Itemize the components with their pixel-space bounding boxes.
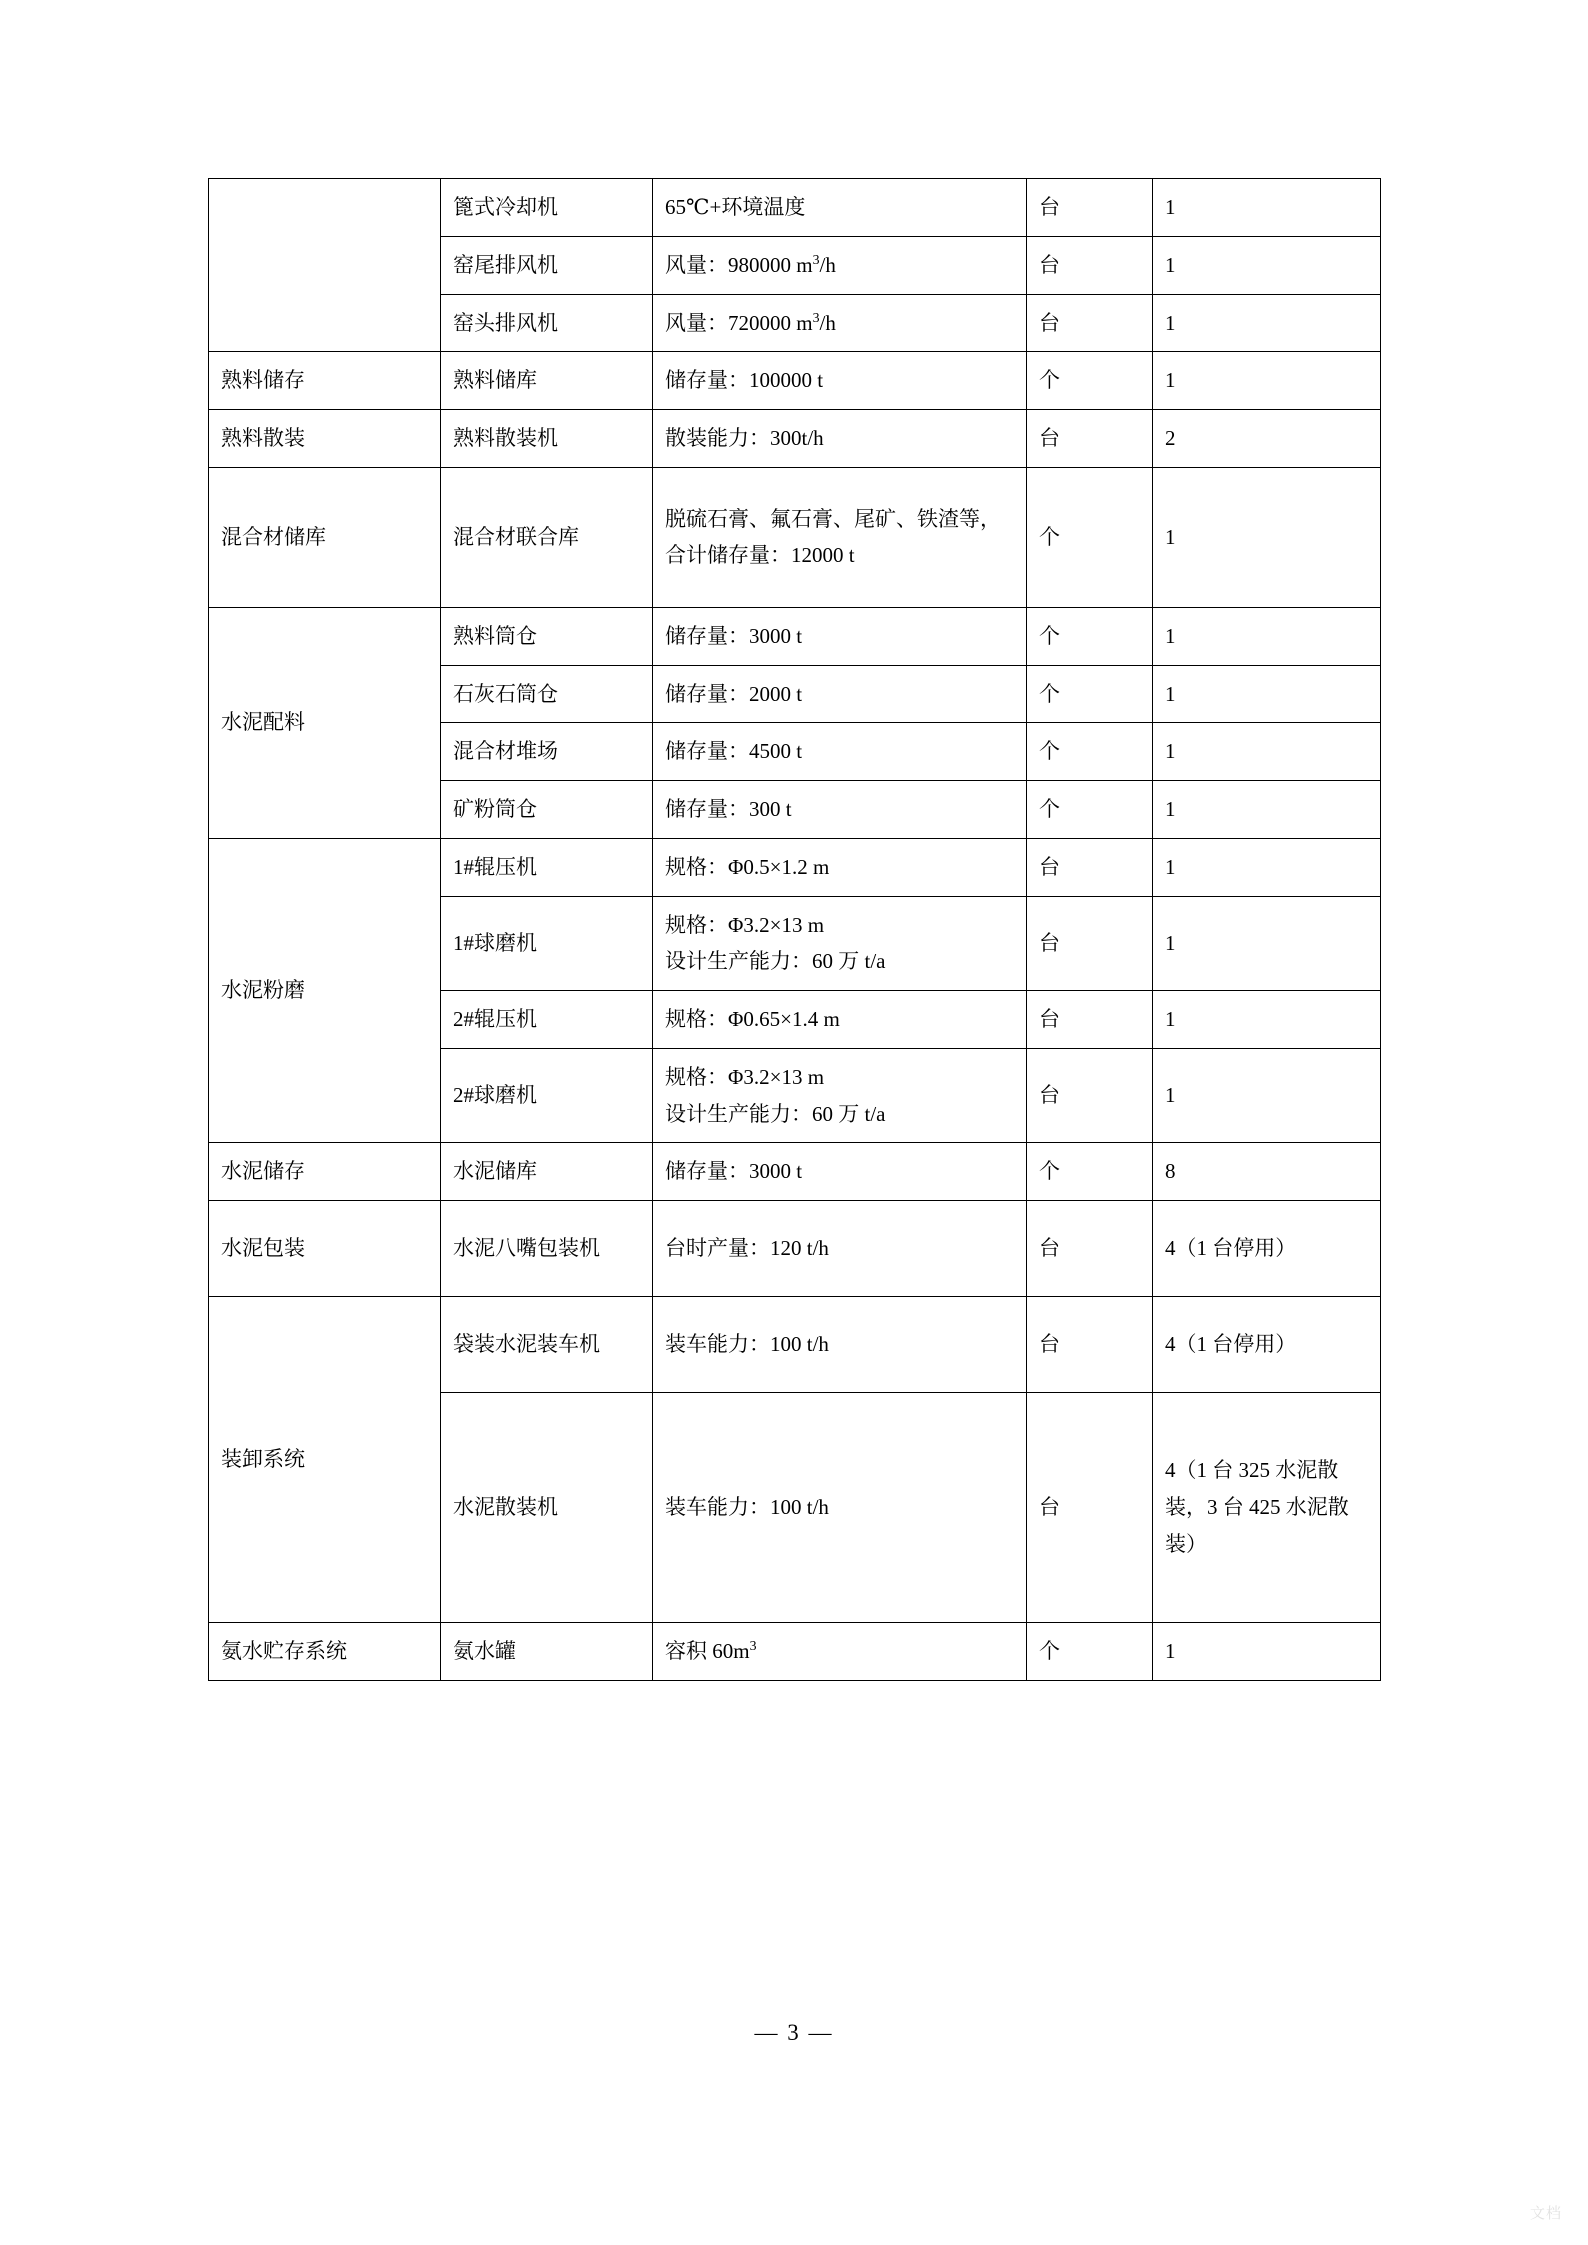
quantity-cell: 1 <box>1153 991 1381 1049</box>
equipment-spec-cell: 储存量：3000 t <box>653 607 1027 665</box>
category-cell: 水泥配料 <box>209 607 441 838</box>
unit-cell: 个 <box>1027 781 1153 839</box>
unit-cell: 个 <box>1027 352 1153 410</box>
equipment-spec-cell <box>653 896 1027 991</box>
category-cell: 熟料储存 <box>209 352 441 410</box>
unit-cell: 台 <box>1027 991 1153 1049</box>
unit-cell: 台 <box>1027 236 1153 294</box>
unit-cell: 台 <box>1027 294 1153 352</box>
unit-cell: 台 <box>1027 410 1153 468</box>
unit-cell: 个 <box>1027 1143 1153 1201</box>
equipment-name-cell: 水泥八嘴包装机 <box>441 1201 653 1297</box>
quantity-cell: 4（1 台停用） <box>1153 1297 1381 1393</box>
spec-line-1: 规格：Φ3.2×13 m <box>665 912 825 937</box>
table-row <box>209 607 1381 665</box>
equipment-name-cell: 矿粉筒仓 <box>441 781 653 839</box>
unit-cell: 个 <box>1027 665 1153 723</box>
equipment-name-cell: 熟料筒仓 <box>441 607 653 665</box>
equipment-spec-cell: 储存量：3000 t <box>653 1143 1027 1201</box>
table-row <box>209 1623 1381 1681</box>
equipment-spec-cell: 散装能力：300t/h <box>653 410 1027 468</box>
quantity-cell: 1 <box>1153 896 1381 991</box>
quantity-cell: 4（1 台停用） <box>1153 1201 1381 1297</box>
category-cell: 水泥储存 <box>209 1143 441 1201</box>
quantity-cell: 8 <box>1153 1143 1381 1201</box>
quantity-cell: 1 <box>1153 294 1381 352</box>
unit-cell: 台 <box>1027 1201 1153 1297</box>
table-row <box>209 838 1381 896</box>
unit-cell: 个 <box>1027 723 1153 781</box>
page-number: — 3 — <box>754 2020 834 2045</box>
table-row <box>209 1201 1381 1297</box>
equipment-spec-cell <box>653 236 1027 294</box>
spec-text-post: /h <box>819 252 836 277</box>
unit-cell: 台 <box>1027 838 1153 896</box>
category-cell-continued <box>209 179 441 352</box>
quantity-cell: 4（1 台 325 水泥散装，3 台 425 水泥散装） <box>1153 1393 1381 1623</box>
equipment-name-cell: 熟料散装机 <box>441 410 653 468</box>
category-cell: 水泥包装 <box>209 1201 441 1297</box>
unit-cell: 台 <box>1027 1297 1153 1393</box>
spec-text-pre: 风量：720000 m <box>665 310 813 335</box>
quantity-cell: 1 <box>1153 723 1381 781</box>
watermark-text: 文档 <box>1529 2205 1562 2222</box>
equipment-name-cell: 篦式冷却机 <box>441 179 653 237</box>
equipment-spec-cell: 65℃+环境温度 <box>653 179 1027 237</box>
equipment-name-cell: 混合材堆场 <box>441 723 653 781</box>
equipment-spec-cell: 脱硫石膏、氟石膏、尾矿、铁渣等，合计储存量：12000 t <box>653 467 1027 607</box>
spec-superscript: 3 <box>812 251 820 267</box>
equipment-spec-cell: 储存量：300 t <box>653 781 1027 839</box>
quantity-cell: 1 <box>1153 236 1381 294</box>
spec-superscript: 3 <box>812 309 820 325</box>
quantity-cell: 1 <box>1153 1623 1381 1681</box>
equipment-spec-cell: 装车能力：100 t/h <box>653 1393 1027 1623</box>
spec-line-1: 规格：Φ3.2×13 m <box>665 1064 825 1089</box>
equipment-spec-cell <box>653 294 1027 352</box>
spec-text-pre: 风量：980000 m <box>665 252 813 277</box>
equipment-name-cell: 窑尾排风机 <box>441 236 653 294</box>
quantity-cell: 1 <box>1153 838 1381 896</box>
equipment-spec-cell <box>653 1623 1027 1681</box>
equipment-name-cell: 水泥散装机 <box>441 1393 653 1623</box>
equipment-name-cell: 窑头排风机 <box>441 294 653 352</box>
unit-cell: 个 <box>1027 467 1153 607</box>
equipment-name-cell: 混合材联合库 <box>441 467 653 607</box>
table-row <box>209 1143 1381 1201</box>
table-row <box>209 352 1381 410</box>
unit-cell: 个 <box>1027 1623 1153 1681</box>
category-cell: 熟料散装 <box>209 410 441 468</box>
equipment-name-cell: 水泥储库 <box>441 1143 653 1201</box>
unit-cell: 台 <box>1027 896 1153 991</box>
equipment-name-cell: 袋装水泥装车机 <box>441 1297 653 1393</box>
category-cell: 水泥粉磨 <box>209 838 441 1143</box>
quantity-cell: 1 <box>1153 1048 1381 1143</box>
unit-cell: 台 <box>1027 1048 1153 1143</box>
table-row <box>209 1297 1381 1393</box>
equipment-name-cell: 1#辊压机 <box>441 838 653 896</box>
quantity-cell: 1 <box>1153 665 1381 723</box>
table-row <box>209 179 1381 237</box>
category-cell: 氨水贮存系统 <box>209 1623 441 1681</box>
category-cell: 装卸系统 <box>209 1297 441 1623</box>
quantity-cell: 1 <box>1153 607 1381 665</box>
spec-line-2: 设计生产能力：60 万 t/a <box>665 1101 886 1126</box>
equipment-name-cell: 石灰石筒仓 <box>441 665 653 723</box>
equipment-name-cell: 2#辊压机 <box>441 991 653 1049</box>
equipment-name-cell: 氨水罐 <box>441 1623 653 1681</box>
quantity-cell: 1 <box>1153 352 1381 410</box>
equipment-table <box>208 178 1381 1681</box>
equipment-name-cell: 2#球磨机 <box>441 1048 653 1143</box>
unit-cell: 个 <box>1027 607 1153 665</box>
equipment-name-cell: 1#球磨机 <box>441 896 653 991</box>
equipment-spec-cell: 储存量：4500 t <box>653 723 1027 781</box>
equipment-spec-cell: 规格：Φ0.65×1.4 m <box>653 991 1027 1049</box>
unit-cell: 台 <box>1027 179 1153 237</box>
quantity-cell: 1 <box>1153 467 1381 607</box>
equipment-spec-cell: 台时产量：120 t/h <box>653 1201 1027 1297</box>
equipment-spec-cell: 储存量：2000 t <box>653 665 1027 723</box>
quantity-cell: 2 <box>1153 410 1381 468</box>
equipment-spec-cell <box>653 1048 1027 1143</box>
quantity-cell: 1 <box>1153 781 1381 839</box>
spec-text-pre: 容积 60m <box>665 1639 750 1663</box>
table-row <box>209 467 1381 607</box>
equipment-name-cell: 熟料储库 <box>441 352 653 410</box>
spec-text-post: /h <box>819 310 836 335</box>
equipment-spec-cell: 规格：Φ0.5×1.2 m <box>653 838 1027 896</box>
equipment-spec-cell: 装车能力：100 t/h <box>653 1297 1027 1393</box>
spec-superscript: 3 <box>749 1638 757 1653</box>
equipment-table-wrapper <box>208 178 1380 1681</box>
unit-cell: 台 <box>1027 1393 1153 1623</box>
equipment-spec-cell: 储存量：100000 t <box>653 352 1027 410</box>
category-cell: 混合材储库 <box>209 467 441 607</box>
table-row <box>209 410 1381 468</box>
spec-line-2: 设计生产能力：60 万 t/a <box>665 949 886 974</box>
quantity-cell: 1 <box>1153 179 1381 237</box>
